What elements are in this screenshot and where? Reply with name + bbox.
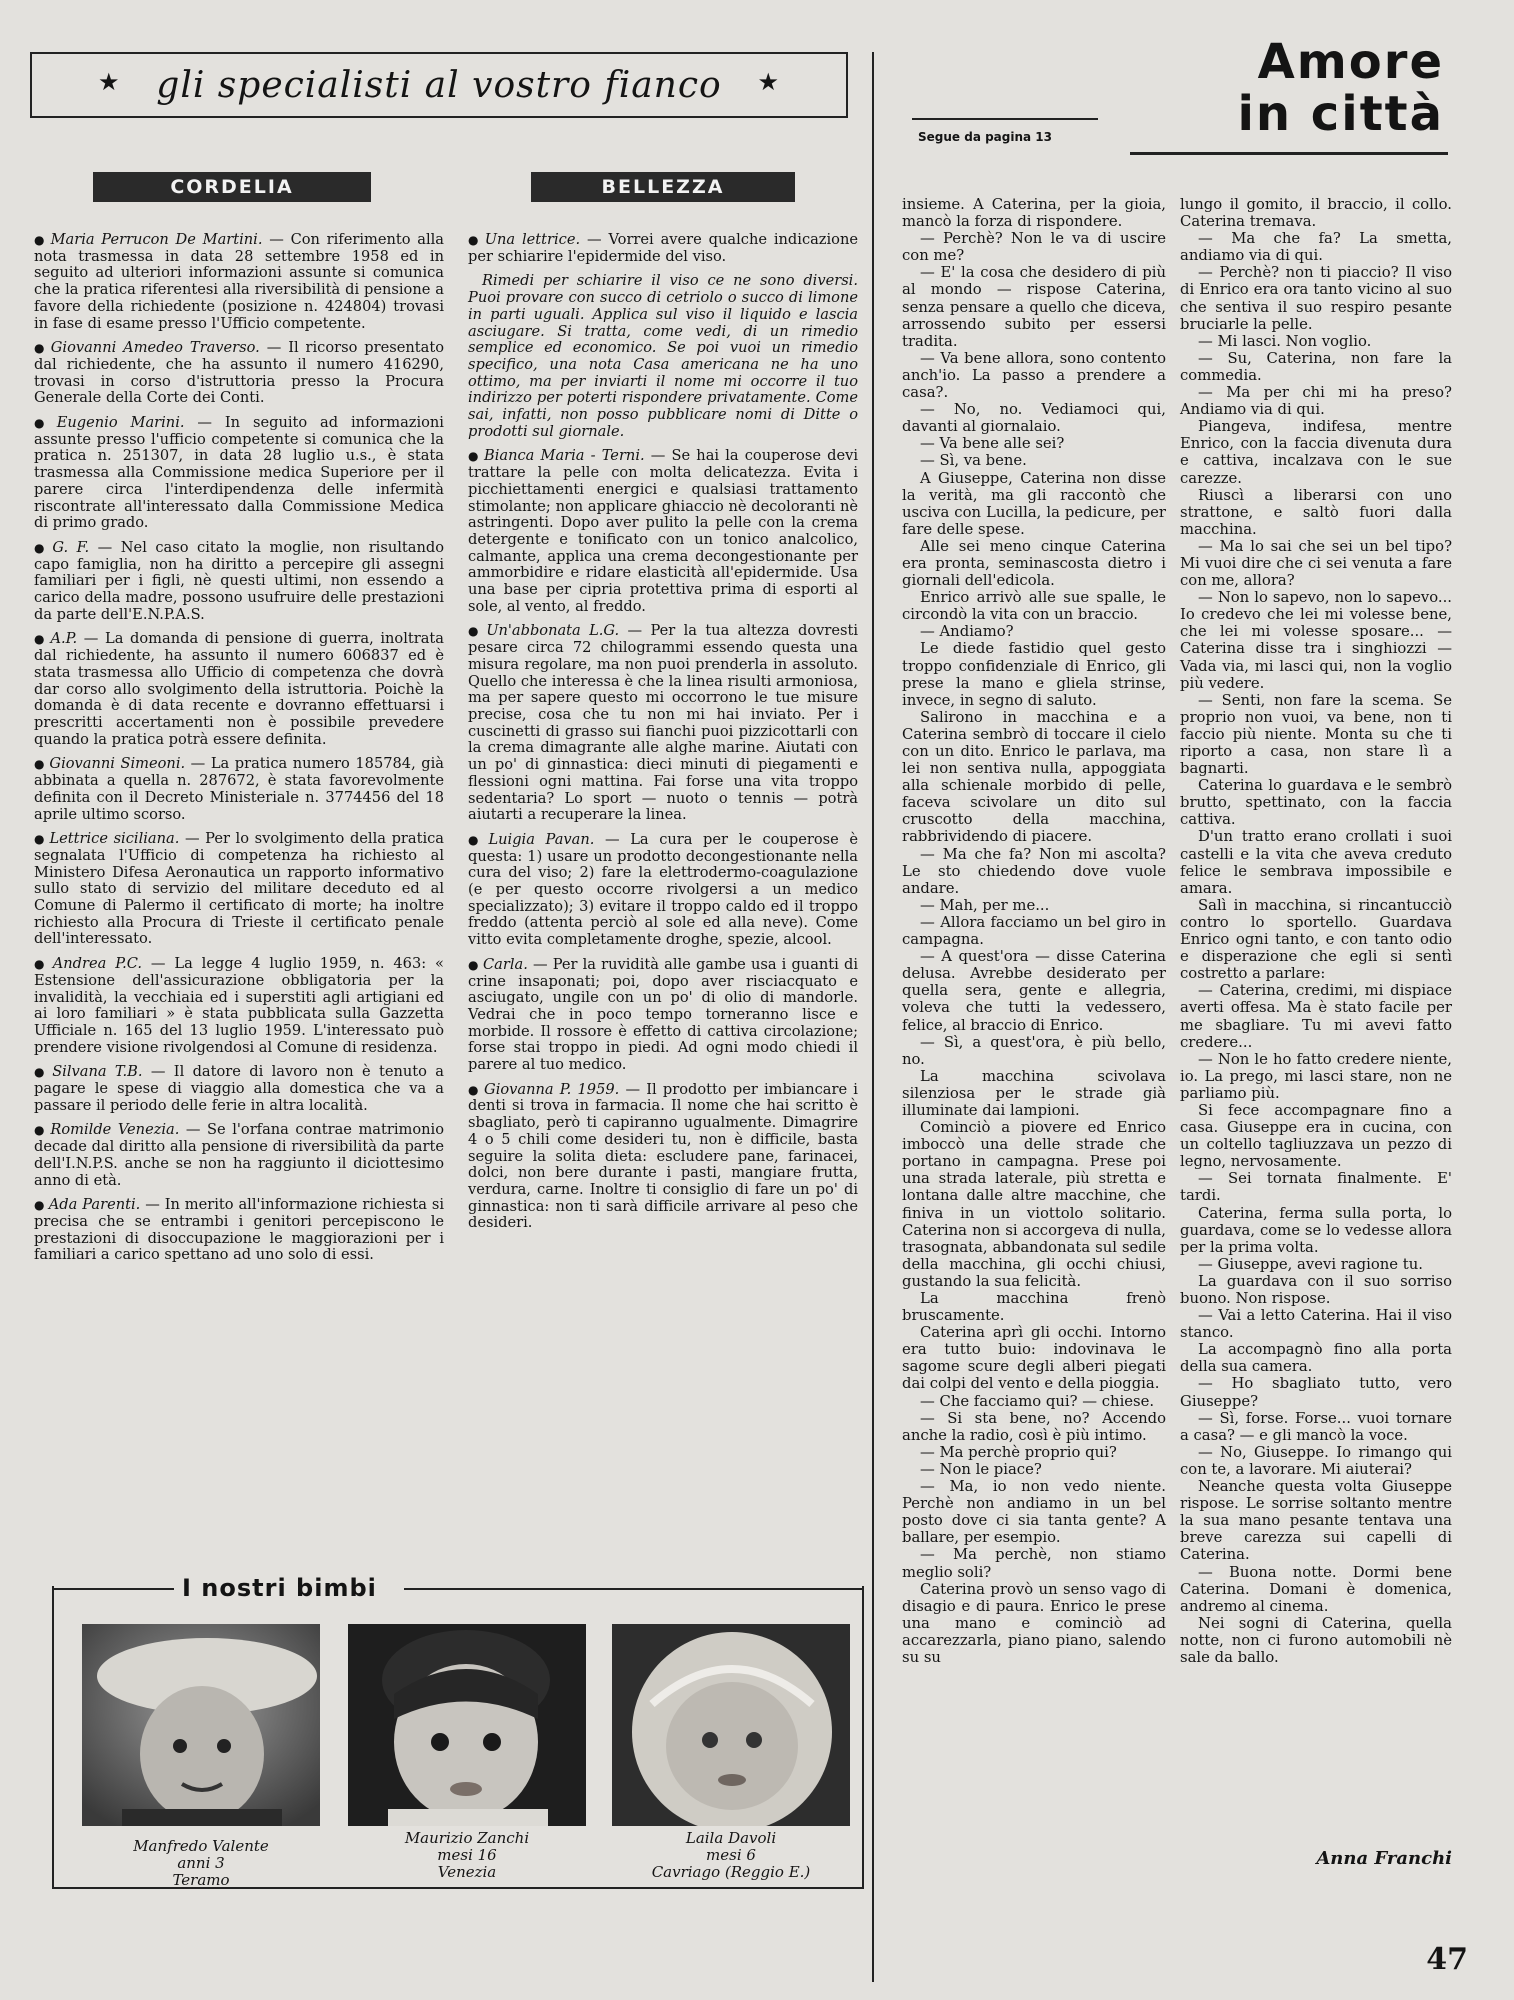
banner-title: gli specialisti al vostro fianco xyxy=(156,64,722,106)
answer-text: — Se hai la couperose devi trattare la pelle con molta delicatezza. Evita i picchiettamenti energici e qualsiasi trattamento stimolante; non applicare ghiaccio nè decoloranti nè astringenti. Dopo aver pulito la pelle con la crema detergente e tonificato con un tonico analcolico, calmante, applica una crema decongestionante per ammorbidire e ridare elasticità all'epidermide. Usa una base per cipria protettiva prima di esporti al sole, al vento, al freddo. xyxy=(468,447,858,615)
story-paragraph: Salì in macchina, si rincantucciò contro lo sportello. Guardava Enrico ogni tanto, e con tanto odio e disperazione che egli si sentì costretto a parlare: xyxy=(1180,896,1452,983)
bullet-icon: ● xyxy=(34,233,47,247)
story-paragraph: Si fece accompagnare fino a casa. Giuseppe era in cucina, con un coltello tagliuzzava un pezzo di legno, nervosamente. xyxy=(1180,1101,1452,1171)
story-paragraph: — Ma che fa? Non mi ascolta? Le sto chiedendo dove vuole andare. xyxy=(902,845,1166,897)
story-paragraph: Riuscì a liberarsi con uno strattone, e saltò fuori dalla macchina. xyxy=(1180,486,1452,538)
answer-text: — Vorrei avere qualche indicazione per schiarire l'epidermide del viso. xyxy=(468,231,858,265)
section-banner xyxy=(30,52,848,118)
story-paragraph: Enrico arrivò alle sue spalle, le circondò la vita con un braccio. xyxy=(902,589,1166,624)
bullet-icon: ● xyxy=(34,1198,45,1213)
reader-name: Bianca Maria - Terni. xyxy=(483,447,645,465)
story-paragraph: — Ma che fa? La smetta, andiamo via di qui. xyxy=(1180,230,1452,265)
answer-text: — Se l'orfana contrae matrimonio decade dal diritto alla pensione di riversibilità da parte dell'I.N.P.S. anche se non ha raggiunto il diciottesimo anno di età. xyxy=(34,1121,444,1189)
answer-text: — Per lo svolgimento della pratica segnalata l'Ufficio di competenza ha richiesto al Ministero Difesa Aeronautica un rapporto informativo sullo stato di servizio del militare deceduto ed al Comune di Palermo il certificato di morte; ha inoltre richiesto alla Procura di Trieste il certificato penale dell'interessato. xyxy=(34,830,445,948)
story-paragraph: — Ma, io non vedo niente. Perchè non andiamo in un bel posto dove ci sia tanta gente? A ballare, per esempio. xyxy=(902,1478,1166,1547)
bullet-icon: ● xyxy=(34,957,49,972)
answer-item xyxy=(468,832,858,949)
story-paragraph: — Allora facciamo un bel giro in campagna. xyxy=(902,913,1166,949)
story-paragraph: — No, Giuseppe. Io rimango qui con te, a lavorare. Mi aiuterai? xyxy=(1180,1443,1452,1478)
story-paragraph: — Andiamo? xyxy=(920,623,1014,641)
section-header-cordelia: CORDELIA xyxy=(93,172,371,202)
story-title xyxy=(1237,36,1444,140)
answer-item xyxy=(34,540,444,624)
child-photo-2 xyxy=(348,1624,586,1826)
page-number: 47 xyxy=(1426,1942,1468,1977)
story-paragraph: Caterina lo guardava e le sembrò brutto, spettinato, con la faccia cattiva. xyxy=(1180,777,1452,829)
answer-text: — Nel caso citato la moglie, non risultando capo famiglia, non ha diritto a percepire gli assegni familiari per i figli, nè questi ultimi, non essendo a carico della madre, possono usufruire delle prestazioni da parte dell'E.N.P.A.S. xyxy=(34,538,444,623)
child-name: Laila Davoli xyxy=(685,1829,777,1847)
answer-item xyxy=(468,957,858,1074)
story-paragraph: — Non le piace? xyxy=(920,1460,1042,1478)
story-paragraph: — Non le ho fatto credere niente, io. La prego, mi lasci stare, non ne parliamo più. xyxy=(1180,1050,1452,1102)
answer-item xyxy=(34,415,444,532)
answer-text: — La pratica numero 185784, già abbinata a quella n. 287672, è stata favorevolmente definita con il Decreto Ministeriale n. 3774456 del 18 aprile ultimo scorso. xyxy=(34,755,444,823)
answer-text: — In merito all'informazione richiesta si precisa che se entrambi i genitori percepiscono le prestazioni di disoccupazione le maggiorazioni per i familiari a carico spettano ad uno solo di essi. xyxy=(34,1196,444,1264)
story-title-line2: in città xyxy=(1237,86,1444,142)
answer-item xyxy=(34,756,444,823)
answer-text: — Il datore di lavoro non è tenuto a pagare le spese di viaggio alla domestica che va a passare il periodo delle ferie in altra località. xyxy=(34,1063,445,1114)
child-photo-image xyxy=(82,1624,320,1826)
story-paragraph: La macchina scivolava silenziosa per le strade già illuminate dai lampioni. xyxy=(902,1067,1166,1119)
reader-name: Giovanni Simeoni. xyxy=(49,755,186,773)
story-paragraph: — Mah, per me... xyxy=(920,896,1050,914)
story-paragraph: La macchina frenò bruscamente. xyxy=(902,1290,1166,1325)
reader-name: Luigia Pavan. xyxy=(488,830,595,848)
story-paragraph: Alle sei meno cinque Caterina era pronta, seminascosta dietro i giornali dell'edicola. xyxy=(902,537,1166,590)
bimbi-title: I nostri bimbi xyxy=(176,1574,383,1602)
bullet-icon: ● xyxy=(468,233,481,247)
reader-name: Una lettrice. xyxy=(484,231,581,248)
answer-item xyxy=(34,831,444,948)
bullet-icon: ● xyxy=(34,632,47,647)
reader-name: Giovanni Amedeo Traverso. xyxy=(50,339,260,357)
child-photo-3 xyxy=(612,1624,850,1826)
story-paragraph: — E' la cosa che desidero di più al mondo — rispose Caterina, senza pensare a quello che diceva, arrossendo subito per essersi tradita. xyxy=(902,264,1166,350)
answer-text: — La legge 4 luglio 1959, n. 463: « Estensione dell'assicurazione obbligatoria per la invalidità, la vecchiaia ed i superstiti agli artigiani ed ai loro familiari » è stata pubblicata sulla Gazzetta Ufficiale n. 165 del 13 luglio 1959. L'interessato può prendere visione rivolgendosi al Comune di residenza. xyxy=(34,955,444,1056)
story-paragraph: Le diede fastidio quel gesto troppo confidenziale di Enrico, gli prese la mano e gliela strinse, invece, in segno di saluto. xyxy=(902,640,1166,709)
story-paragraph: — Sei tornata finalmente. E' tardi. xyxy=(1180,1170,1452,1205)
child-photo-image xyxy=(348,1624,586,1826)
story-paragraph: — Su, Caterina, non fare la commedia. xyxy=(1180,349,1452,384)
story-paragraph: — Sì, forse. Forse... vuoi tornare a casa? — e gli mancò la voce. xyxy=(1180,1409,1452,1444)
bullet-icon: ● xyxy=(34,540,49,555)
story-paragraph: — Buona notte. Dormi bene Caterina. Domani è domenica, andremo al cinema. xyxy=(1180,1563,1452,1615)
bullet-icon: ● xyxy=(34,757,46,772)
story-paragraph: — Sì, va bene. xyxy=(920,452,1027,470)
child-name: Manfredo Valente xyxy=(133,1837,269,1855)
story-paragraph: La guardava con il suo sorriso buono. Non rispose. xyxy=(1180,1272,1452,1307)
story-paragraph: — Non lo sapevo, non lo sapevo... Io credevo che lei mi volesse bene, che lei mi volesse sposare... — Caterina disse tra i singhiozzi — Vada via, mi lasci qui, non la voglio più vedere. xyxy=(1180,589,1452,692)
answer-item xyxy=(34,1122,444,1189)
story-paragraph: — Si sta bene, no? Accendo anche la radio, così è più intimo. xyxy=(902,1409,1166,1444)
reader-name: Andrea P.C. xyxy=(52,955,143,973)
child-age: mesi 6 xyxy=(706,1846,756,1864)
reader-name: Ada Parenti. xyxy=(48,1196,141,1214)
bullet-icon: ● xyxy=(34,1065,49,1080)
story-paragraph: Caterina aprì gli occhi. Intorno era tutto buio: indovinava le sagome scure degli alberi piegati dai colpi del vento e della pioggia. xyxy=(902,1324,1166,1393)
answer-text: — In seguito ad informazioni assunte presso l'ufficio competente si comunica che la pratica n. 251307, in data 28 luglio u.s., è stata trasmessa alla Commissione medica Superiore per il parere circa l'interdipendenza delle infermità riscontrate all'interessato dalla Commissione Medica di primo grado. xyxy=(34,414,444,532)
child-age: mesi 16 xyxy=(437,1846,497,1864)
child-place: Venezia xyxy=(437,1863,497,1881)
answer-item xyxy=(34,1064,444,1114)
story-paragraph: — Che facciamo qui? — chiese. xyxy=(920,1392,1155,1410)
answer-item xyxy=(34,232,444,332)
story-paragraph: — Sì, a quest'ora, è più bello, no. xyxy=(902,1033,1166,1068)
bullet-icon: ● xyxy=(34,832,46,847)
section-header-bellezza: BELLEZZA xyxy=(531,172,795,202)
reader-name: Eugenio Marini. xyxy=(56,414,185,432)
reader-name: G. F. xyxy=(52,538,90,556)
answer-item xyxy=(468,1082,858,1232)
column-divider xyxy=(872,52,874,1982)
story-paragraph: Nei sogni di Caterina, quella notte, non ci furono automobili nè sale da ballo. xyxy=(1180,1614,1452,1666)
answer-reply: Rimedi per schiarire il viso ce ne sono diversi. Puoi provare con succo di cetriolo o succo di limone in parti uguali. Applica sul viso il liquido e lascia asciugare. Si tratta, come vedi, di un rimedio semplice ed economico. Se poi vuoi un rimedio specifico, una nota Casa americana ne ha uno ottimo, ma per inviarti il nome mi occorre il tuo indirizzo per poterti rispondere privatamente. Come sai, infatti, non posso pubblicare nomi di Ditte o prodotti sul giornale. xyxy=(468,272,858,440)
rule xyxy=(1130,152,1448,155)
story-paragraph: — A quest'ora — disse Caterina delusa. Avrebbe desiderato per quella sera, gente e allegria, voleva che tutti la vedessero, felice, al braccio di Enrico. xyxy=(902,948,1166,1034)
bullet-icon: ● xyxy=(34,1123,47,1138)
child-caption-1 xyxy=(82,1838,320,1889)
answer-item xyxy=(468,623,858,823)
story-paragraph: — Giuseppe, avevi ragione tu. xyxy=(1198,1255,1423,1273)
child-caption-3 xyxy=(612,1830,850,1881)
story-paragraph: — Ma perchè, non stiamo meglio soli? xyxy=(902,1546,1166,1581)
story-paragraph: — Mi lasci. Non voglio. xyxy=(1198,332,1372,350)
answer-text: — La domanda di pensione di guerra, inoltrata dal richiedente, ha assunto il numero 606837 ed è stata trasmessa allo Ufficio di competenza che dovrà dar corso allo svolgimento della istruttoria. Poichè la domanda è di data recente e dovranno effettuarsi i prescritti accertamenti non è possibile prevedere quando la pratica potrà essere definita. xyxy=(34,630,444,748)
answer-text: — Con riferimento alla nota trasmessa in data 28 settembre 1958 ed in seguito ad ulteriori informazioni assunte si comunica che la pratica riferentesi alla riversibilità di pensione a favore della richiedente (posizione n. 424804) trovasi in fase di esame presso l'Ufficio competente. xyxy=(34,231,444,332)
reader-name: Maria Perrucon De Martini. xyxy=(50,231,263,248)
story-title-line1: Amore xyxy=(1257,34,1444,90)
bullet-icon: ● xyxy=(34,416,53,431)
reader-name: Giovanna P. 1959. xyxy=(484,1080,620,1098)
child-photo-image xyxy=(612,1624,850,1826)
bullet-icon: ● xyxy=(468,1082,481,1097)
child-place: Teramo xyxy=(172,1871,230,1889)
answer-item xyxy=(468,448,858,615)
answer-text: — Per la ruvidità alle gambe usa i guanti di crine insaponati; poi, dopo aver risciacquato e asciugato, ungile con un po' di olio di mandorle. Vedrai che in poco tempo torneranno lisce e morbide. Il rossore è effetto di cattiva circolazione; forse stai troppo in piedi. Ad ogni modo chiedi il parere al tuo medico. xyxy=(468,955,858,1074)
story-paragraph: — Va bene allora, sono contento anch'io. La passo a prendere a casa?. xyxy=(902,349,1166,402)
story-paragraph: lungo il gomito, il braccio, il collo. Caterina tremava. xyxy=(1180,196,1452,231)
answer-item xyxy=(34,340,444,407)
story-paragraph: Caterina provò un senso vago di disagio e di paura. Enrico le prese una mano e cominciò ad accarezzarla, piano piano, salendo su su xyxy=(902,1580,1166,1666)
story-paragraph: Cominciò a piovere ed Enrico imboccò una delle strade che portano in campagna. Prese poi una strada laterale, più stretta e lontana dalle altre macchine, che finiva in un viottolo solitario. Caterina non si accorgeva di nulla, trasognata, abbandonata sul sedile della macchina, gli occhi chiusi, gustando la sua felicità. xyxy=(902,1119,1166,1290)
reader-name: Silvana T.B. xyxy=(52,1063,143,1081)
story-paragraph: — Va bene alle sei? xyxy=(920,435,1065,453)
answer-text: — Per la tua altezza dovresti pesare circa 72 chilogrammi essendo questa una misura regolare, ma non puoi prenderla in assoluto. Quello che interessa è che la linea risulti armoniosa, ma per sapere questo mi occorrono le tue misure precise, cosa che tu non mi hai inviato. Per i cuscinetti di grasso sui fianchi puoi pizzicottarli con la crema dimagrante alle alghe marine. Aiutati con un po' di ginnastica: dieci minuti di piegamenti e flessioni ogni mattina. Fai forse una vita troppo sedentaria? Lo sport — nuoto o tennis — potrà aiutarti a recuperare la linea. xyxy=(468,622,858,824)
story-paragraph: — Senti, non fare la scema. Se proprio non vuoi, va bene, non ti faccio più niente. Monta su che ti riporto a casa, non stare lì a bagnarti. xyxy=(1180,691,1452,778)
story-paragraph: — Perchè? Non le va di uscire con me? xyxy=(902,230,1166,265)
story-paragraph: Caterina, ferma sulla porta, lo guardava, come se lo vedesse allora per la prima volta. xyxy=(1180,1204,1452,1256)
story-paragraph: — No, no. Vediamoci qui, davanti al giornalaio. xyxy=(902,401,1166,436)
answer-text: — Il prodotto per imbiancare i denti si trova in farmacia. Il nome che hai scritto è sbagliato, però ti capiranno ugualmente. Dimagrire 4 o 5 chili come desideri tu, non è difficile, basta seguire la solita dieta: escludere pane, farinacei, dolci, non bere durante i pasti, mangiare frutta, verdura, carne. Inoltre ti consiglio di fare un po' di ginnastica: non ti sarà difficile arrivare al peso che desideri. xyxy=(468,1080,858,1232)
story-column-2 xyxy=(1180,196,1452,1666)
story-paragraph: Piangeva, indifesa, mentre Enrico, con la faccia divenuta dura e cattiva, incalzava con le sue carezze. xyxy=(1180,418,1452,487)
rule xyxy=(912,118,1098,120)
story-paragraph: A Giuseppe, Caterina non disse la verità, ma gli raccontò che usciva con Lucilla, la pedicure, per fare delle spese. xyxy=(902,469,1166,538)
child-photo-1 xyxy=(82,1624,320,1826)
answer-text: — La cura per le couperose è questa: 1) usare un prodotto decongestionante nella cura del viso; 2) fare la elettrodermo-coagulazione (e per questo occorre rivolgersi a un medico specializzato); 3) evitare il troppo caldo ed il troppo freddo (attenta perciò al sole ed alla neve). Come vitto evita completamente droghe, spezie, alcool. xyxy=(468,830,858,949)
reader-name: Carla. xyxy=(482,955,528,973)
story-author: Anna Franchi xyxy=(1316,1848,1452,1869)
reader-name: Un'abbonata L.G. xyxy=(486,622,620,640)
bullet-icon: ● xyxy=(468,624,483,639)
story-paragraph: La accompagnò fino alla porta della sua camera. xyxy=(1180,1341,1452,1376)
bullet-icon: ● xyxy=(468,832,485,847)
continued-note: Segue da pagina 13 xyxy=(918,130,1053,144)
reader-name: A.P. xyxy=(50,630,78,648)
bellezza-column xyxy=(468,232,858,1240)
story-paragraph: — Caterina, credimi, mi dispiace averti offesa. Ma è stato facile per me sbagliare. Tu mi avevi fatto credere... xyxy=(1180,982,1452,1051)
answer-item xyxy=(34,631,444,748)
bullet-icon: ● xyxy=(468,957,479,972)
story-paragraph: — Perchè? non ti piaccio? Il viso di Enrico era ora tanto vicino al suo che sentiva il suo respiro pesante bruciarle la pelle. xyxy=(1180,264,1452,333)
story-paragraph: — Ma per chi mi ha preso? Andiamo via di qui. xyxy=(1180,384,1452,419)
bullet-icon: ● xyxy=(34,341,47,356)
story-paragraph: — Ma lo sai che sei un bel tipo? Mi vuoi dire che ci sei venuta a fare con me, allora? xyxy=(1180,537,1452,590)
story-paragraph: insieme. A Caterina, per la gioia, mancò la forza di rispondere. xyxy=(902,196,1166,231)
child-name: Maurizio Zanchi xyxy=(404,1829,530,1847)
child-place: Cavriago (Reggio E.) xyxy=(651,1863,811,1881)
story-paragraph: — Ho sbagliato tutto, vero Giuseppe? xyxy=(1180,1375,1452,1410)
child-caption-2 xyxy=(348,1830,586,1881)
story-paragraph: — Vai a letto Caterina. Hai il viso stanco. xyxy=(1180,1307,1452,1342)
answer-item xyxy=(34,956,444,1056)
star-icon: ★ xyxy=(98,68,121,96)
story-paragraph: Neanche questa volta Giuseppe rispose. Le sorrise soltanto mentre la sua mano pesante tentava una breve carezza sui capelli di Caterina. xyxy=(1180,1478,1452,1564)
reader-name: Lettrice siciliana. xyxy=(49,830,180,848)
answer-item xyxy=(34,1197,444,1264)
star-icon: ★ xyxy=(757,68,780,96)
reader-name: Romilde Venezia. xyxy=(50,1121,180,1139)
cordelia-column xyxy=(34,232,444,1272)
answer-text: — Il ricorso presentato dal richiedente, che ha assunto il numero 416290, trovasi in corso d'istruttoria presso la Procura Generale della Corte dei Conti. xyxy=(34,339,444,407)
story-paragraph: D'un tratto erano crollati i suoi castelli e la vita che aveva creduto felice le sembrava impossibile e amara. xyxy=(1180,828,1452,897)
answer-item xyxy=(468,232,858,265)
bullet-icon: ● xyxy=(468,449,480,464)
story-paragraph: — Ma perchè proprio qui? xyxy=(920,1443,1117,1461)
story-paragraph: Salirono in macchina e a Caterina sembrò di toccare il cielo con un dito. Enrico le parlava, ma lei non sentiva nulla, appoggiata alla schienale morbido di pelle, faceva scivolare un dito sul cruscotto della macchina, rabbrividendo di piacere. xyxy=(902,708,1166,846)
story-column-1 xyxy=(902,196,1166,1666)
child-age: anni 3 xyxy=(177,1854,225,1872)
